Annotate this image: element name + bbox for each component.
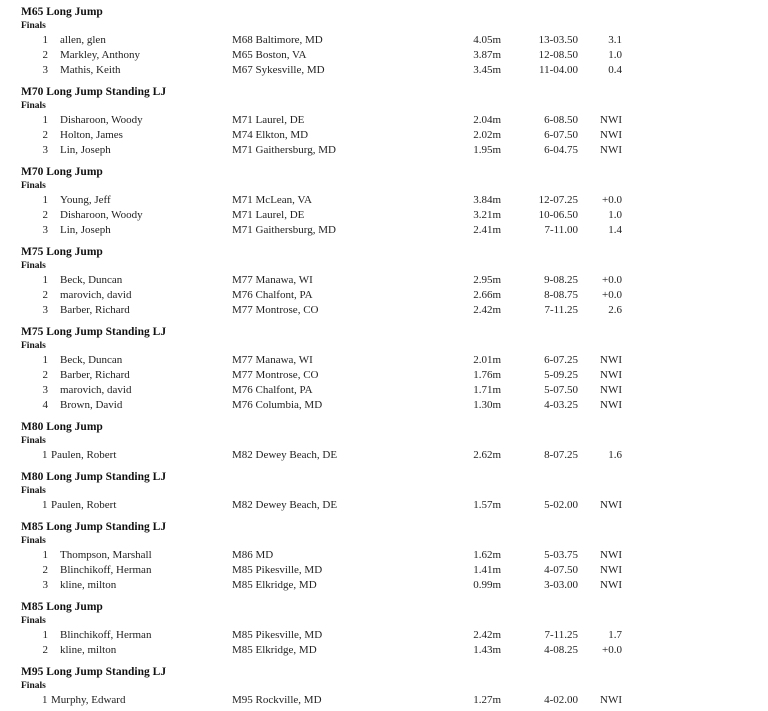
- event-title: M65 Long Jump: [21, 6, 103, 18]
- wind: 3.1: [608, 34, 622, 46]
- wind: NWI: [600, 114, 622, 126]
- wind: +0.0: [602, 274, 622, 286]
- mark-metric: 1.27m: [473, 694, 501, 706]
- result-row: [0, 303, 768, 318]
- mark-metric: 1.95m: [473, 144, 501, 156]
- mark-imperial: 6-07.50: [544, 129, 578, 141]
- result-row: [0, 628, 768, 643]
- mark-imperial: 12-08.50: [538, 49, 578, 61]
- athlete-name: Thompson, Marshall: [60, 549, 152, 561]
- place: 2: [42, 129, 48, 141]
- age-team: M85 Pikesville, MD: [232, 564, 323, 576]
- wind: NWI: [600, 549, 622, 561]
- event-title: M70 Long Jump Standing LJ: [21, 86, 167, 98]
- place: 3: [42, 144, 48, 156]
- mark-imperial: 6-08.50: [544, 114, 578, 126]
- place: 1: [42, 274, 48, 286]
- mark-imperial: 8-07.25: [544, 449, 578, 461]
- athlete-name: Beck, Duncan: [60, 274, 123, 286]
- mark-imperial: 5-03.75: [544, 549, 578, 561]
- result-row: [0, 48, 768, 63]
- wind: +0.0: [602, 644, 622, 656]
- result-row: [0, 548, 768, 563]
- mark-imperial: 5-02.00: [544, 499, 578, 511]
- mark-imperial: 4-03.25: [544, 399, 578, 411]
- athlete-name: kline, milton: [60, 644, 117, 656]
- result-row: [0, 448, 768, 463]
- age-team: M76 Chalfont, PA: [232, 384, 313, 396]
- round-label: Finals: [21, 181, 46, 191]
- result-row: [0, 208, 768, 223]
- age-team: M82 Dewey Beach, DE: [232, 449, 338, 461]
- result-row: [0, 383, 768, 398]
- mark-metric: 2.02m: [473, 129, 501, 141]
- athlete-name: marovich, david: [60, 289, 132, 301]
- mark-metric: 3.84m: [473, 194, 501, 206]
- mark-imperial: 4-02.00: [544, 694, 578, 706]
- wind: NWI: [600, 579, 622, 591]
- place: 3: [42, 224, 48, 236]
- athlete-name: Disharoon, Woody: [60, 114, 143, 126]
- age-team: M71 McLean, VA: [232, 194, 312, 206]
- result-row: [0, 368, 768, 383]
- mark-imperial: 5-09.25: [544, 369, 578, 381]
- age-team: M77 Manawa, WI: [232, 274, 313, 286]
- result-row: [0, 113, 768, 128]
- result-row: [0, 398, 768, 413]
- wind: +0.0: [602, 194, 622, 206]
- wind: NWI: [600, 384, 622, 396]
- mark-metric: 2.62m: [473, 449, 501, 461]
- event-section: [0, 600, 768, 658]
- result-row: [0, 143, 768, 158]
- event-section: [0, 165, 768, 238]
- event-section: [0, 470, 768, 513]
- age-team: M95 Rockville, MD: [232, 694, 322, 706]
- place: 1: [42, 499, 48, 511]
- place: 1: [42, 694, 48, 706]
- athlete-name: kline, milton: [60, 579, 117, 591]
- event-section: [0, 85, 768, 158]
- place: 2: [42, 209, 48, 221]
- age-team: M71 Gaithersburg, MD: [232, 144, 336, 156]
- athlete-name: Lin, Joseph: [60, 224, 111, 236]
- round-label: Finals: [21, 261, 46, 271]
- result-row: [0, 353, 768, 368]
- athlete-name: Blinchikoff, Herman: [60, 629, 152, 641]
- wind: 1.0: [608, 49, 622, 61]
- mark-imperial: 11-04.00: [538, 64, 578, 76]
- mark-metric: 1.41m: [473, 564, 501, 576]
- age-team: M71 Laurel, DE: [232, 114, 305, 126]
- event-section: [0, 5, 768, 78]
- age-team: M71 Gaithersburg, MD: [232, 224, 336, 236]
- mark-imperial: 10-06.50: [538, 209, 578, 221]
- mark-metric: 1.57m: [473, 499, 501, 511]
- age-team: M65 Boston, VA: [232, 49, 307, 61]
- result-row: [0, 63, 768, 78]
- place: 2: [42, 49, 48, 61]
- athlete-name: Beck, Duncan: [60, 354, 123, 366]
- place: 1: [42, 114, 48, 126]
- mark-metric: 1.76m: [473, 369, 501, 381]
- age-team: M77 Montrose, CO: [232, 369, 319, 381]
- event-title: M75 Long Jump Standing LJ: [21, 326, 167, 338]
- mark-imperial: 13-03.50: [538, 34, 578, 46]
- place: 3: [42, 384, 48, 396]
- event-section: [0, 420, 768, 463]
- wind: NWI: [600, 129, 622, 141]
- mark-metric: 2.04m: [473, 114, 501, 126]
- age-team: M82 Dewey Beach, DE: [232, 499, 338, 511]
- age-team: M68 Baltimore, MD: [232, 34, 323, 46]
- mark-metric: 1.71m: [473, 384, 501, 396]
- wind: 2.6: [608, 304, 622, 316]
- place: 1: [42, 34, 48, 46]
- athlete-name: Barber, Richard: [60, 304, 130, 316]
- result-row: [0, 193, 768, 208]
- mark-metric: 3.45m: [473, 64, 501, 76]
- athlete-name: Mathis, Keith: [60, 64, 121, 76]
- result-row: [0, 498, 768, 513]
- mark-metric: 0.99m: [473, 579, 501, 591]
- place: 3: [42, 579, 48, 591]
- athlete-name: allen, glen: [60, 34, 106, 46]
- mark-metric: 2.95m: [473, 274, 501, 286]
- event-section: [0, 520, 768, 593]
- mark-metric: 3.21m: [473, 209, 501, 221]
- result-row: [0, 563, 768, 578]
- event-section: [0, 665, 768, 708]
- round-label: Finals: [21, 21, 46, 31]
- result-row: [0, 693, 768, 708]
- mark-imperial: 7-11.25: [544, 629, 578, 641]
- athlete-name: Young, Jeff: [60, 194, 111, 206]
- place: 4: [42, 399, 48, 411]
- place: 1: [42, 449, 48, 461]
- result-row: [0, 128, 768, 143]
- age-team: M85 Elkridge, MD: [232, 644, 317, 656]
- place: 1: [42, 194, 48, 206]
- mark-imperial: 4-07.50: [544, 564, 578, 576]
- wind: NWI: [600, 354, 622, 366]
- mark-metric: 3.87m: [473, 49, 501, 61]
- round-label: Finals: [21, 536, 46, 546]
- result-row: [0, 223, 768, 238]
- place: 2: [42, 644, 48, 656]
- round-label: Finals: [21, 101, 46, 111]
- mark-imperial: 9-08.25: [544, 274, 578, 286]
- athlete-name: marovich, david: [60, 384, 132, 396]
- mark-metric: 2.01m: [473, 354, 501, 366]
- age-team: M85 Elkridge, MD: [232, 579, 317, 591]
- wind: 1.4: [608, 224, 622, 236]
- athlete-name: Holton, James: [60, 129, 123, 141]
- age-team: M71 Laurel, DE: [232, 209, 305, 221]
- event-title: M80 Long Jump: [21, 421, 103, 433]
- event-title: M95 Long Jump Standing LJ: [21, 666, 167, 678]
- event-section: [0, 325, 768, 413]
- athlete-name: Brown, David: [60, 399, 123, 411]
- round-label: Finals: [21, 681, 46, 691]
- age-team: M86 MD: [232, 549, 274, 561]
- mark-imperial: 8-08.75: [544, 289, 578, 301]
- athlete-name: Murphy, Edward: [51, 694, 126, 706]
- wind: 0.4: [608, 64, 622, 76]
- age-team: M76 Columbia, MD: [232, 399, 323, 411]
- place: 2: [42, 289, 48, 301]
- wind: 1.0: [608, 209, 622, 221]
- age-team: M74 Elkton, MD: [232, 129, 309, 141]
- age-team: M67 Sykesville, MD: [232, 64, 325, 76]
- wind: NWI: [600, 499, 622, 511]
- mark-imperial: 12-07.25: [538, 194, 578, 206]
- place: 2: [42, 369, 48, 381]
- place: 1: [42, 354, 48, 366]
- wind: NWI: [600, 694, 622, 706]
- place: 2: [42, 564, 48, 576]
- mark-imperial: 4-08.25: [544, 644, 578, 656]
- wind: 1.6: [608, 449, 622, 461]
- place: 3: [42, 304, 48, 316]
- athlete-name: Paulen, Robert: [51, 449, 117, 461]
- wind: NWI: [600, 369, 622, 381]
- event-section: [0, 245, 768, 318]
- mark-metric: 1.30m: [473, 399, 501, 411]
- mark-metric: 2.42m: [473, 629, 501, 641]
- event-title: M80 Long Jump Standing LJ: [21, 471, 167, 483]
- mark-imperial: 7-11.25: [544, 304, 578, 316]
- age-team: M77 Montrose, CO: [232, 304, 319, 316]
- mark-imperial: 3-03.00: [544, 579, 578, 591]
- wind: NWI: [600, 399, 622, 411]
- result-row: [0, 578, 768, 593]
- place: 1: [42, 549, 48, 561]
- wind: 1.7: [608, 629, 622, 641]
- mark-imperial: 6-04.75: [544, 144, 578, 156]
- round-label: Finals: [21, 486, 46, 496]
- age-team: M85 Pikesville, MD: [232, 629, 323, 641]
- mark-metric: 2.42m: [473, 304, 501, 316]
- result-row: [0, 643, 768, 658]
- athlete-name: Paulen, Robert: [51, 499, 117, 511]
- wind: NWI: [600, 144, 622, 156]
- athlete-name: Markley, Anthony: [60, 49, 140, 61]
- athlete-name: Barber, Richard: [60, 369, 130, 381]
- result-row: [0, 288, 768, 303]
- event-title: M70 Long Jump: [21, 166, 103, 178]
- round-label: Finals: [21, 436, 46, 446]
- event-title: M85 Long Jump Standing LJ: [21, 521, 167, 533]
- wind: NWI: [600, 564, 622, 576]
- event-title: M85 Long Jump: [21, 601, 103, 613]
- athlete-name: Blinchikoff, Herman: [60, 564, 152, 576]
- mark-imperial: 7-11.00: [544, 224, 578, 236]
- mark-imperial: 6-07.25: [544, 354, 578, 366]
- athlete-name: Disharoon, Woody: [60, 209, 143, 221]
- athlete-name: Lin, Joseph: [60, 144, 111, 156]
- age-team: M76 Chalfont, PA: [232, 289, 313, 301]
- round-label: Finals: [21, 616, 46, 626]
- mark-metric: 4.05m: [473, 34, 501, 46]
- result-row: [0, 33, 768, 48]
- event-title: M75 Long Jump: [21, 246, 103, 258]
- mark-imperial: 5-07.50: [544, 384, 578, 396]
- round-label: Finals: [21, 341, 46, 351]
- mark-metric: 1.62m: [473, 549, 501, 561]
- result-row: [0, 273, 768, 288]
- wind: +0.0: [602, 289, 622, 301]
- mark-metric: 1.43m: [473, 644, 501, 656]
- mark-metric: 2.41m: [473, 224, 501, 236]
- age-team: M77 Manawa, WI: [232, 354, 313, 366]
- place: 3: [42, 64, 48, 76]
- place: 1: [42, 629, 48, 641]
- mark-metric: 2.66m: [473, 289, 501, 301]
